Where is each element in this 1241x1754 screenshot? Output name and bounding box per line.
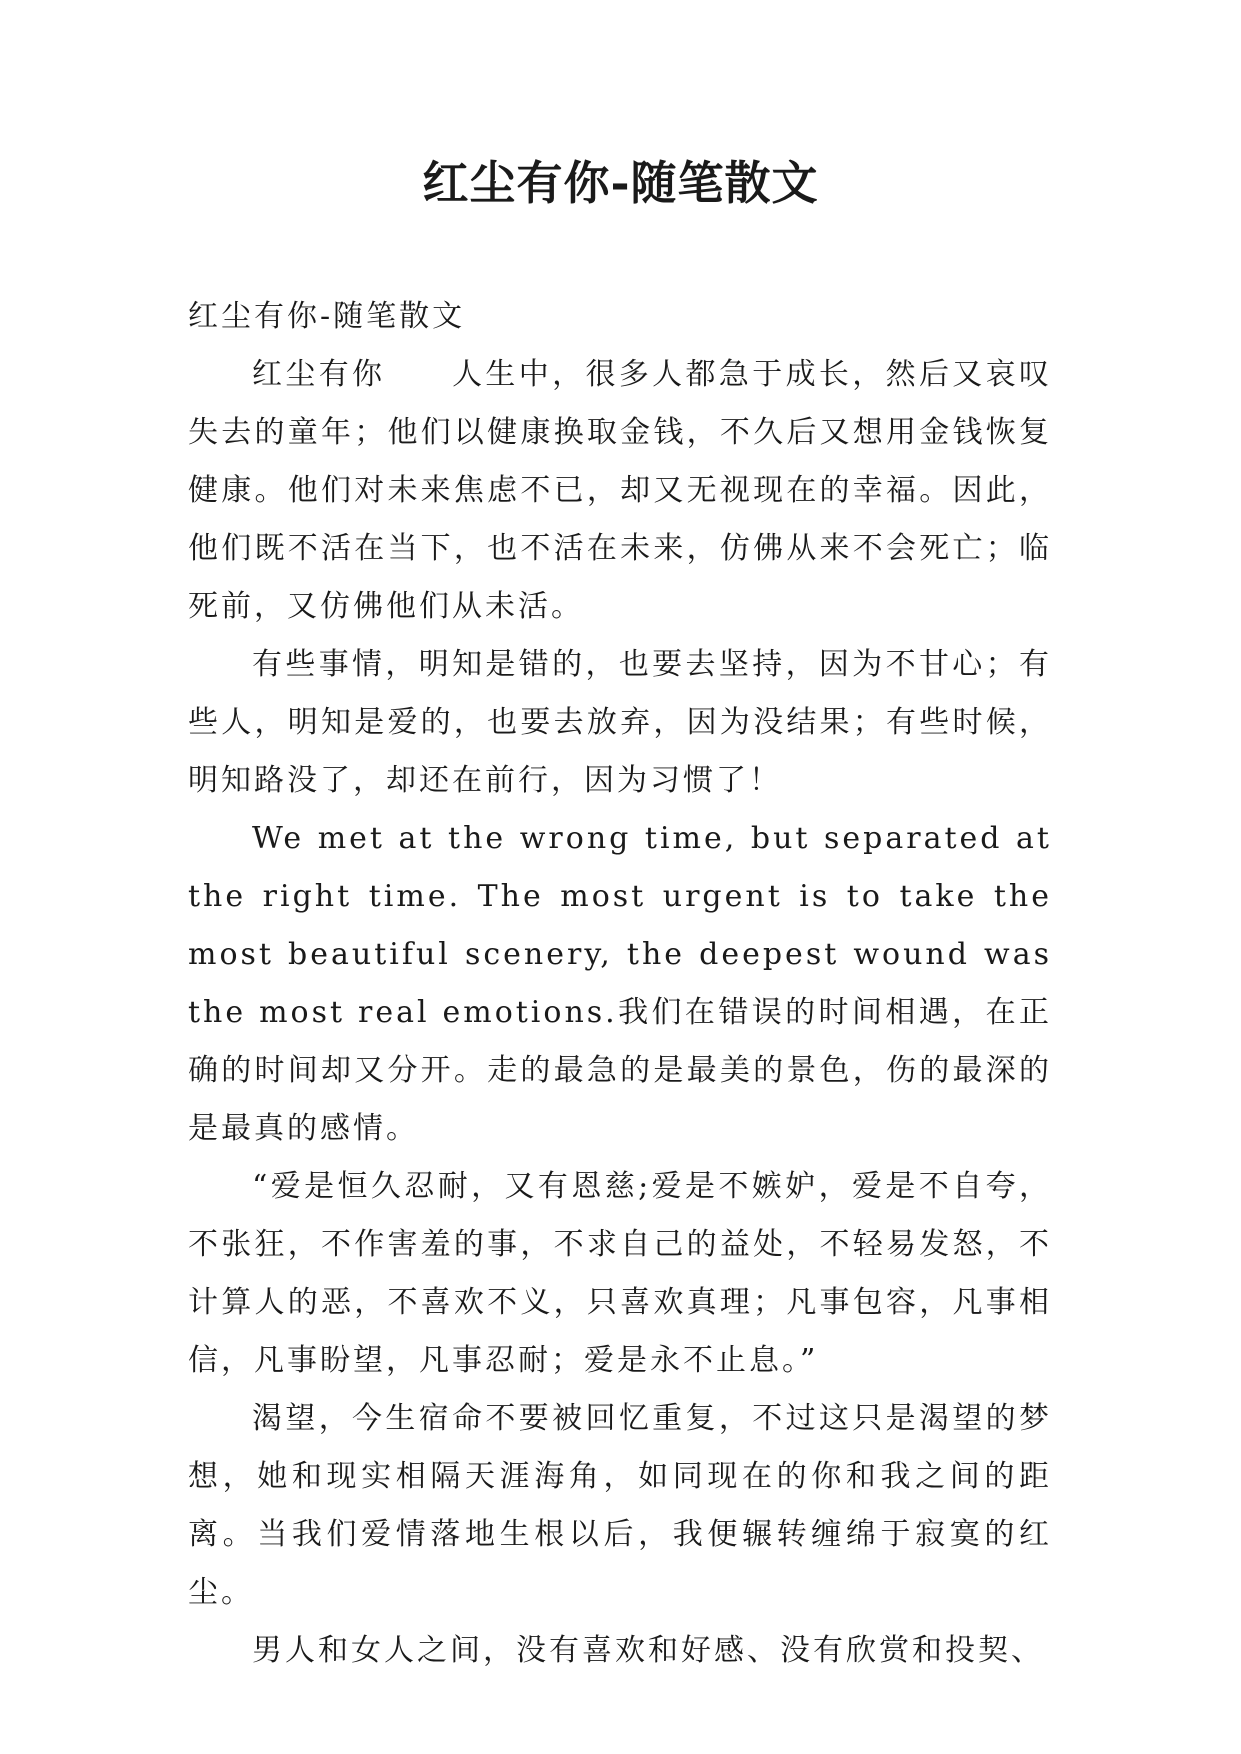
paragraph-4: “爱是恒久忍耐，又有恩慈;爱是不嫉妒，爱是不自夸，不张狂，不作害羞的事，不求自己的益处，不轻易发怒，不计算人的恶，不喜欢不义，只喜欢真理；凡事包容，凡事相信，凡事盼望，凡事忍耐；爱是永不止息。” [188, 1169, 1052, 1378]
paragraph-5: 渴望，今生宿命不要被回忆重复，不过这只是渴望的梦想，她和现实相隔天涯海角，如同现在的你和我之间的距离。当我们爱情落地生根以后，我便辗转缠绵于寂寞的红尘。 [188, 1401, 1052, 1610]
paragraph-6: 男人和女人之间，没有喜欢和好感、没有欣赏和投契、 [252, 1633, 1044, 1668]
document-subtitle: 红尘有你-随笔散文 [188, 299, 466, 334]
paragraph-2: 有些事情，明知是错的，也要去坚持，因为不甘心；有些人，明知是爱的，也要去放弃，因为没结果；有些时候，明知路没了，却还在前行，因为习惯了！ [188, 647, 1052, 798]
document-title: 红尘有你-随笔散文 [422, 156, 819, 210]
document-body [188, 288, 1052, 1680]
paragraph-3: We met at the wrong time, but separated at the right time. The most urgent is to take the most beautiful scenery, the deepest wound was the most real emotions.我们在错误的时间相遇，在正确的时间却又分开。走的最急的是最美的景色，伤的最深的是最真的感情。 [188, 821, 1052, 1146]
paragraph-1: 红尘有你 人生中，很多人都急于成长，然后又哀叹失去的童年；他们以健康换取金钱，不久后又想用金钱恢复健康。他们对未来焦虑不已，却又无视现在的幸福。因此，他们既不活在当下，也不活在未来，仿佛从来不会死亡；临死前，又仿佛他们从未活。 [188, 357, 1052, 624]
